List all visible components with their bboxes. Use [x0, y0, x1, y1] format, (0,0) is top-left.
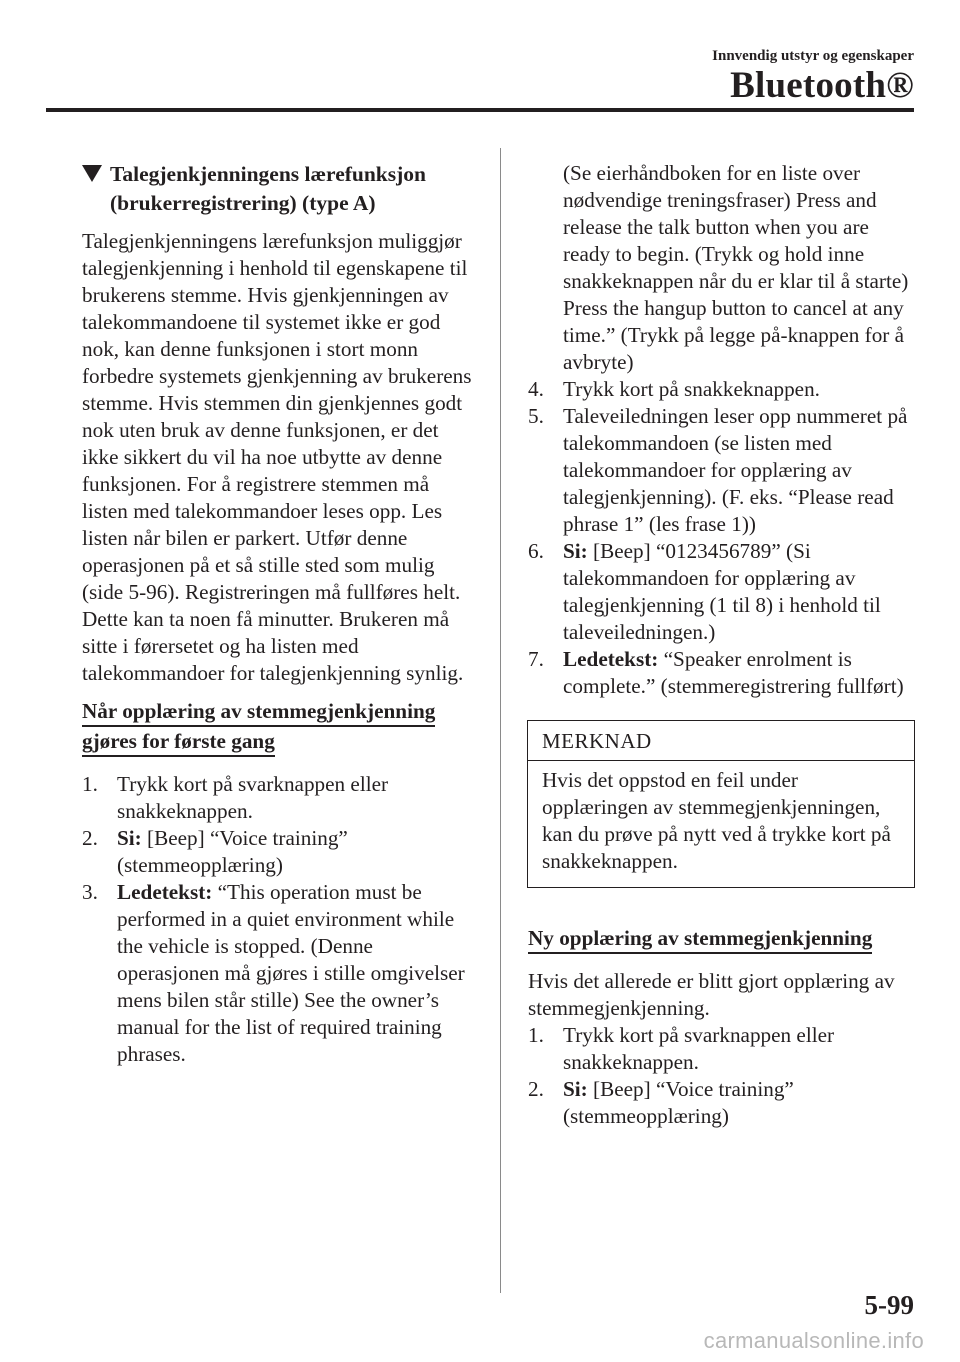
step-number: 6. [528, 539, 544, 563]
step-label: Si: [117, 826, 142, 850]
step-text: [Beep] “Voice training” (stemmeopplæring) [563, 1077, 794, 1128]
intro-paragraph: Talegjenkjenningens lærefunksjon muliggjør talegjenkjenning i henhold til egenskapene til brukerens stemme. Hvis gjenkjenningen av talekommandoene til systemet ikke er god nok, kan denne funksjonen i stort monn forbedre systemets gjenkjenning av brukerens stemme. Hvis stemmen din gjenkjennes godt nok uten bruk av denne funksjonen, er det ikke sikkert du vil ha noe utbytte av denne funksjonen. For å registrere stemmen må listen med talekommandoer leses opp. Les listen når bilen er parkert. Utfør denne operasjonen på et så stille sted som mulig (side 5-96). Registreringen må fullføres helt. Dette kan ta noen få minutter. Brukeren må sitte i førersetet og ha listen med talekommandoer for talegjenkjenning synlig. [82, 229, 472, 685]
step-number: 7. [528, 647, 544, 671]
subheading-retraining-text: Ny opplæring av stemmegjenkjenning [528, 924, 872, 954]
triangle-bullet-icon [82, 165, 102, 182]
retraining-paragraph: Hvis det allerede er blitt gjort opplæring av stemmegjenkjenning. [528, 969, 895, 1020]
header-chapter-title: Bluetooth® [730, 65, 914, 106]
list-item [528, 646, 916, 700]
step-number: 2. [528, 1077, 544, 1101]
watermark: carmanualsonline.info [703, 1328, 924, 1353]
step-text: Taleveiledningen leser opp nummeret på talekommandoen (se listen med talekommandoer for opplæring av talegjenkjenning). (F. eks. “Please read phrase 1” (les frase 1)) [563, 404, 908, 536]
list-item [528, 376, 916, 403]
steps-list-retraining [528, 1022, 916, 1130]
header-rule [46, 108, 914, 112]
subheading-retraining [528, 924, 916, 954]
step-number: 2. [82, 826, 98, 850]
step-text: Trykk kort på svarknappen eller snakkeknappen. [117, 772, 389, 823]
note-title: MERKNAD [528, 721, 914, 761]
right-column [528, 160, 916, 1130]
list-item [82, 771, 477, 825]
step-text: “This operation must be performed in a quiet environment while the vehicle is stopped. (Denne operasjonen må gjøres i stille omgivelser mens bilen står stille) See the owner’s manual for the list of required training phrases. [117, 880, 465, 1066]
step-label: Si: [563, 539, 588, 563]
section-heading-line2: (brukerregistrering) (type A) [110, 191, 376, 215]
subheading-line1: Når opplæring av stemmegjenkjenning [82, 697, 435, 727]
step-number: 1. [82, 772, 98, 796]
column-divider [500, 148, 501, 1293]
subheading-line2: gjøres for første gang [82, 727, 275, 757]
step-text: [Beep] “0123456789” (Si talekommandoen for opplæring av talegjenkjenning (1 til 8) i henhold til taleveiledningen.) [563, 539, 881, 644]
left-column [82, 160, 477, 1068]
steps-list-first [82, 771, 477, 1068]
step-label: Si: [563, 1077, 588, 1101]
list-item [528, 538, 916, 646]
step-number: 1. [528, 1023, 544, 1047]
step3-continuation: (Se eierhåndboken for en liste over nødvendige treningsfraser) Press and release the talk button when you are ready to begin. (Trykk og hold inne snakkeknappen når du er klar til å starte) Press the hangup button to cancel at any time.” (Trykk på legge på-knappen for å avbryte) [563, 161, 909, 374]
section-heading [82, 160, 477, 218]
note-box [527, 720, 915, 888]
page-number: 5-99 [864, 1290, 914, 1320]
step-text: “Speaker enrolment is complete.” (stemmeregistrering fullført) [563, 647, 904, 698]
list-item [82, 825, 477, 879]
steps-list-continued [528, 376, 916, 700]
subheading-first-time [82, 697, 477, 757]
list-item [528, 1076, 916, 1130]
step-number: 5. [528, 404, 544, 428]
header-section-title: Innvendig utstyr og egenskaper [712, 48, 914, 64]
list-item [528, 403, 916, 538]
note-body: Hvis det oppstod en feil under opplæringen av stemmegjenkjenningen, kan du prøve på nytt ved å trykke kort på snakkeknappen. [542, 768, 891, 873]
step-text: Trykk kort på snakkeknappen. [563, 377, 820, 401]
step-number: 3. [82, 880, 98, 904]
step-text: [Beep] “Voice training” (stemmeopplæring) [117, 826, 348, 877]
step-label: Ledetekst: [563, 647, 659, 671]
step-label: Ledetekst: [117, 880, 213, 904]
list-item [528, 1022, 916, 1076]
step-text: Trykk kort på svarknappen eller snakkeknappen. [563, 1023, 835, 1074]
section-heading-line1: Talegjenkjenningens lærefunksjon [110, 162, 427, 186]
step-number: 4. [528, 377, 544, 401]
list-item [82, 879, 477, 1068]
